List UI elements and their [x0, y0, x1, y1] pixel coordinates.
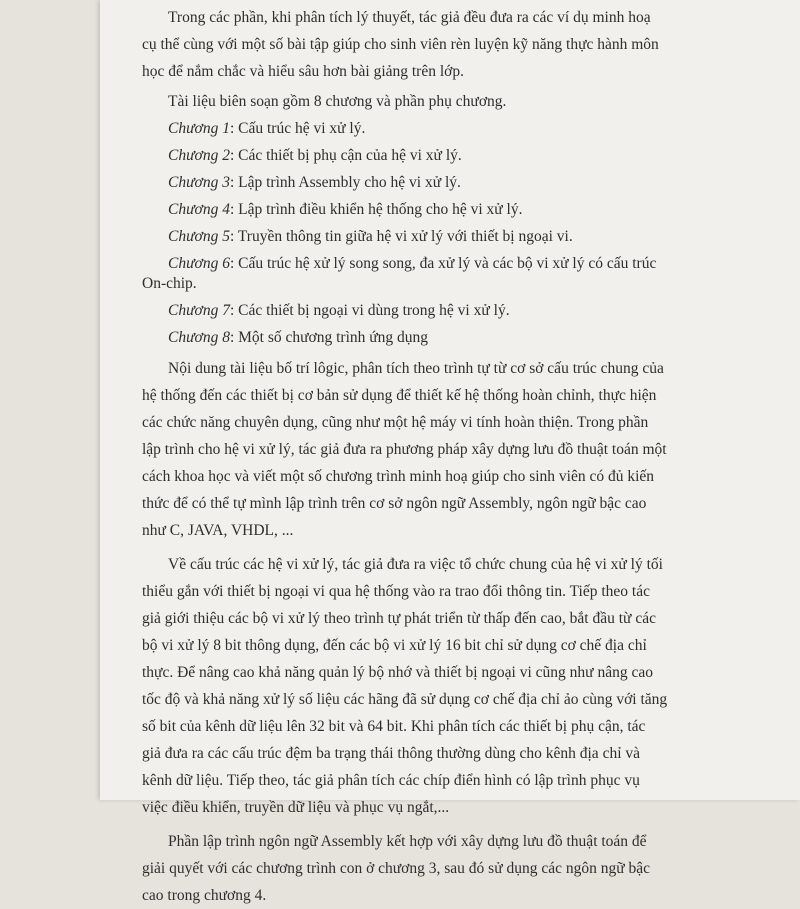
chapter-title: Cấu trúc hệ xử lý song song, đa xử lý và các bộ vi xử lý có cấu trúc On-chip. [142, 255, 657, 292]
chapter-title: Lập trình Assembly cho hệ vi xử lý. [238, 174, 461, 191]
chapter-8: Chương 8: Một số chương trình ứng dụng [168, 329, 429, 346]
chapter-title: Truyền thông tin giữa hệ vi xử lý với thiết bị ngoại vi. [237, 228, 573, 245]
assembly-paragraph: Phần lập trình ngôn ngữ Assembly kết hợp với xây dựng lưu đồ thuật toán để giải quyết với các chương trình con ở chương 3, sau đó sử dụng các ngôn ngữ bậc cao trong chương 4. [142, 833, 651, 904]
chapter-label: Chương 2 [168, 147, 230, 164]
chapter-label: Chương 8 [168, 329, 230, 346]
chapter-title: Một số chương trình ứng dụng [238, 329, 429, 346]
page-text [142, 4, 668, 909]
chapter-label: Chương 4 [168, 201, 230, 218]
chapter-label: Chương 5 [168, 228, 230, 245]
chapter-3: Chương 3: Lập trình Assembly cho hệ vi xử lý. [168, 174, 461, 191]
chapter-4: Chương 4: Lập trình điều khiển hệ thống cho hệ vi xử lý. [168, 201, 523, 218]
chapter-label: Chương 7 [168, 302, 230, 319]
chapter-label: Chương 6 [168, 255, 230, 272]
chapter-1: Chương 1: Cấu trúc hệ vi xử lý. [168, 120, 366, 137]
summary-line: Tài liệu biên soạn gồm 8 chương và phần phụ chương. [168, 93, 507, 110]
chapter-label: Chương 3 [168, 174, 230, 191]
chapter-5: Chương 5: Truyền thông tin giữa hệ vi xử lý với thiết bị ngoại vi. [168, 228, 573, 245]
chapter-6: Chương 6: Cấu trúc hệ xử lý song song, đa xử lý và các bộ vi xử lý có cấu trúc On-chip. [142, 255, 657, 292]
chapter-title: Cấu trúc hệ vi xử lý. [238, 120, 366, 137]
content-paragraph: Nội dung tài liệu bố trí lôgic, phân tích theo trình tự từ cơ sở cấu trúc chung của hệ thống đến các thiết bị cơ bản sử dụng để thiết kế hệ thống hoàn chỉnh, thực hiện các chức năng chuyên dụng, cũng như một hệ máy vi tính hoàn thiện. Trong phần lập trình cho hệ vi xử lý, tác giả đưa ra phương pháp xây dựng lưu đồ thuật toán một cách khoa học và viết một số chương trình minh hoạ giúp cho sinh viên có đủ kiến thức để có thể tự mình lập trình trên cơ sở ngôn ngữ Assembly, ngôn ngữ bậc cao như C, JAVA, VHDL, ... [142, 360, 667, 539]
chapter-title: Lập trình điều khiển hệ thống cho hệ vi xử lý. [238, 201, 523, 218]
chapter-title: Các thiết bị ngoại vi dùng trong hệ vi xử lý. [238, 302, 510, 319]
chapter-title: Các thiết bị phụ cận của hệ vi xử lý. [238, 147, 462, 164]
chapter-2: Chương 2: Các thiết bị phụ cận của hệ vi xử lý. [168, 147, 462, 164]
chapter-label: Chương 1 [168, 120, 230, 137]
chapter-7: Chương 7: Các thiết bị ngoại vi dùng trong hệ vi xử lý. [168, 302, 510, 319]
structure-paragraph: Về cấu trúc các hệ vi xử lý, tác giả đưa ra việc tổ chức chung của hệ vi xử lý tối thiểu gắn với thiết bị ngoại vi qua hệ thống vào ra trao đổi thông tin. Tiếp theo tác giả giới thiệu các bộ vi xử lý theo trình tự phát triển từ thấp đến cao, bắt đầu từ các bộ vi xử lý 8 bit thông dụng, đến các bộ vi xử lý 16 bit chỉ sử dụng cơ chế địa chỉ thực. Để nâng cao khả năng quản lý bộ nhớ và thiết bị ngoại vi cũng như nâng cao tốc độ và khả năng xử lý số liệu các hãng đã sử dụng cơ chế địa chỉ ảo cùng với tăng số bit của kênh dữ liệu lên 32 bit và 64 bit. Khi phân tích các thiết bị phụ cận, tác giả đưa ra các cấu trúc đệm ba trạng thái thông thường dùng cho kênh địa chỉ và kênh dữ liệu. Tiếp theo, tác giả phân tích các chíp điển hình có lập trình phục vụ việc điều khiển, truyền dữ liệu và phục vụ ngắt,... [142, 556, 668, 816]
intro-paragraph: Trong các phần, khi phân tích lý thuyết, tác giả đều đưa ra các ví dụ minh hoạ cụ thể cùng với một số bài tập giúp cho sinh viên rèn luyện kỹ năng thực hành môn học để nắm chắc và hiểu sâu hơn bài giảng trên lớp. [142, 9, 659, 80]
